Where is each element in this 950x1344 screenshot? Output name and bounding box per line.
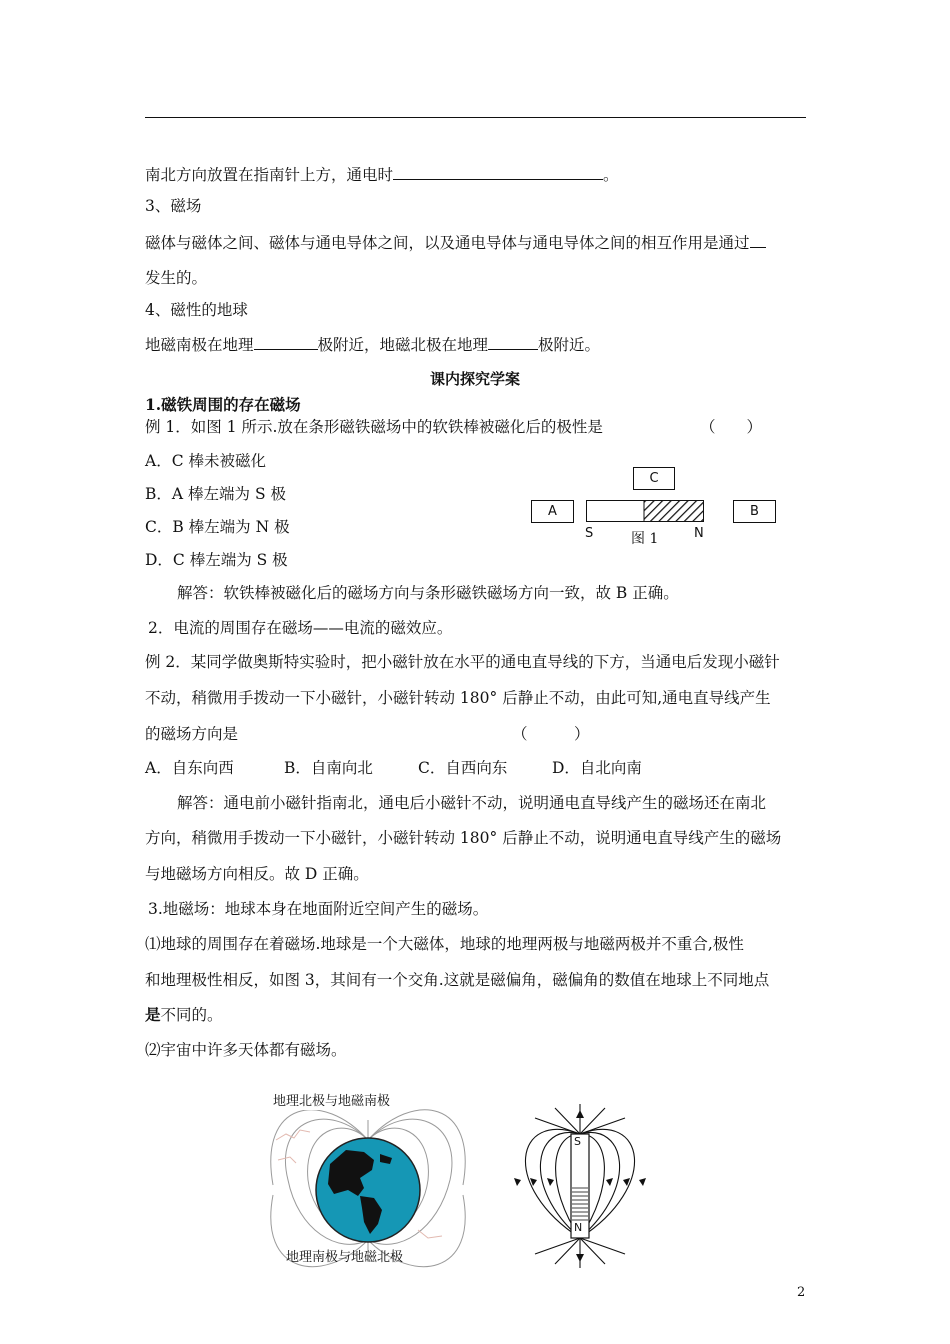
fill-blank xyxy=(254,334,318,350)
magnet-n-label: N xyxy=(574,1221,583,1234)
option-a: A．自东向西 xyxy=(145,759,234,777)
south-pole-label: 地理南极与地磁北极 xyxy=(286,1250,404,1265)
text-line: 磁体与磁体之间、磁体与通电导体之间，以及通电导体与通电导体之间的相互作用是通过 xyxy=(145,232,766,253)
paragraph-line: 是不同的。 xyxy=(145,1005,223,1024)
field-lines-drawing xyxy=(505,1100,655,1272)
fill-blank xyxy=(393,164,603,180)
paragraph-line: ⑵宇宙中许多天体都有磁场。 xyxy=(145,1041,347,1059)
header-rule xyxy=(145,117,806,118)
answer-paren: （ ） xyxy=(512,725,590,743)
north-pole-label: 地理北极与地磁南极 xyxy=(273,1094,391,1109)
option-a: A．C 棒未被磁化 xyxy=(145,452,266,470)
pole-n-label: N xyxy=(694,526,704,541)
text-line: 南北方向放置在指南针上方，通电时 。 xyxy=(145,166,619,184)
question-line: 不动，稍微用手拨动一下小磁针，小磁针转动 180° 后静止不动，由此可知,通电直导线产生 xyxy=(145,689,771,707)
option-b: B．A 棒左端为 S 极 xyxy=(145,485,286,503)
paragraph-line: 和地理极性相反，如图 3，其间有一个交角.这就是磁偏角，磁偏角的数值在地球上不同地点 xyxy=(145,971,770,989)
section-title: 3、磁场 xyxy=(145,197,202,215)
subsection-heading: 3.地磁场：地球本身在地面附近空间产生的磁场。 xyxy=(148,900,489,918)
option-d: D．自北向南 xyxy=(552,759,642,777)
bar-magnet xyxy=(586,500,706,523)
fill-blank xyxy=(750,232,766,248)
subsection-heading: 1.磁铁周围的存在磁场 xyxy=(145,395,301,414)
rod-b: B xyxy=(733,500,776,523)
section-title: 4、磁性的地球 xyxy=(145,301,248,319)
text-line: 地磁南极在地理 极附近，地磁北极在地理 极附近。 xyxy=(145,336,601,354)
answer-text: 解答：通电前小磁针指南北，通电后小磁针不动，说明通电直导线产生的磁场还在南北 xyxy=(177,794,767,812)
section-heading: 课内探究学案 xyxy=(429,370,520,388)
figure-caption: 图 1 xyxy=(631,531,659,547)
page-number: 2 xyxy=(797,1285,806,1300)
fill-blank xyxy=(488,334,538,350)
option-d: D．C 棒左端为 S 极 xyxy=(145,551,288,569)
pole-s-label: S xyxy=(585,526,594,541)
bar-magnet-field-figure xyxy=(505,1100,655,1272)
rod-a: A xyxy=(531,500,574,523)
answer-text: 解答：软铁棒被磁化后的磁场方向与条形磁铁磁场方向一致，故 B 正确。 xyxy=(177,584,679,602)
option-c: C．自西向东 xyxy=(418,759,508,777)
earth-field-drawing xyxy=(268,1090,468,1270)
question-line: 例 2．某同学做奥斯特实验时，把小磁针放在水平的通电直导线的下方，当通电后发现小磁针 xyxy=(145,653,780,671)
answer-paren: （ ） xyxy=(700,418,763,436)
earth-field-figure xyxy=(268,1090,468,1270)
answer-text: 与地磁场方向相反。故 D 正确。 xyxy=(145,865,369,883)
rod-c: C xyxy=(633,467,675,490)
question-line: 例 1．如图 1 所示.放在条形磁铁磁场中的软铁棒被磁化后的极性是 xyxy=(145,418,603,436)
option-b: B．自南向北 xyxy=(284,759,373,777)
text-line: 发生的。 xyxy=(145,269,208,287)
paragraph-line: ⑴地球的周围存在着磁场.地球是一个大磁体，地球的地理两极与地磁两极并不重合,极性 xyxy=(145,935,744,953)
magnet-s-label: S xyxy=(574,1135,581,1148)
answer-text: 方向，稍微用手拨动一下小磁针，小磁针转动 180° 后静止不动，说明通电直导线产生的磁场 xyxy=(145,829,782,847)
question-line: 的磁场方向是 xyxy=(145,725,239,743)
option-c: C．B 棒左端为 N 极 xyxy=(145,518,290,536)
subsection-heading: 2．电流的周围存在磁场——电流的磁效应。 xyxy=(148,619,453,637)
